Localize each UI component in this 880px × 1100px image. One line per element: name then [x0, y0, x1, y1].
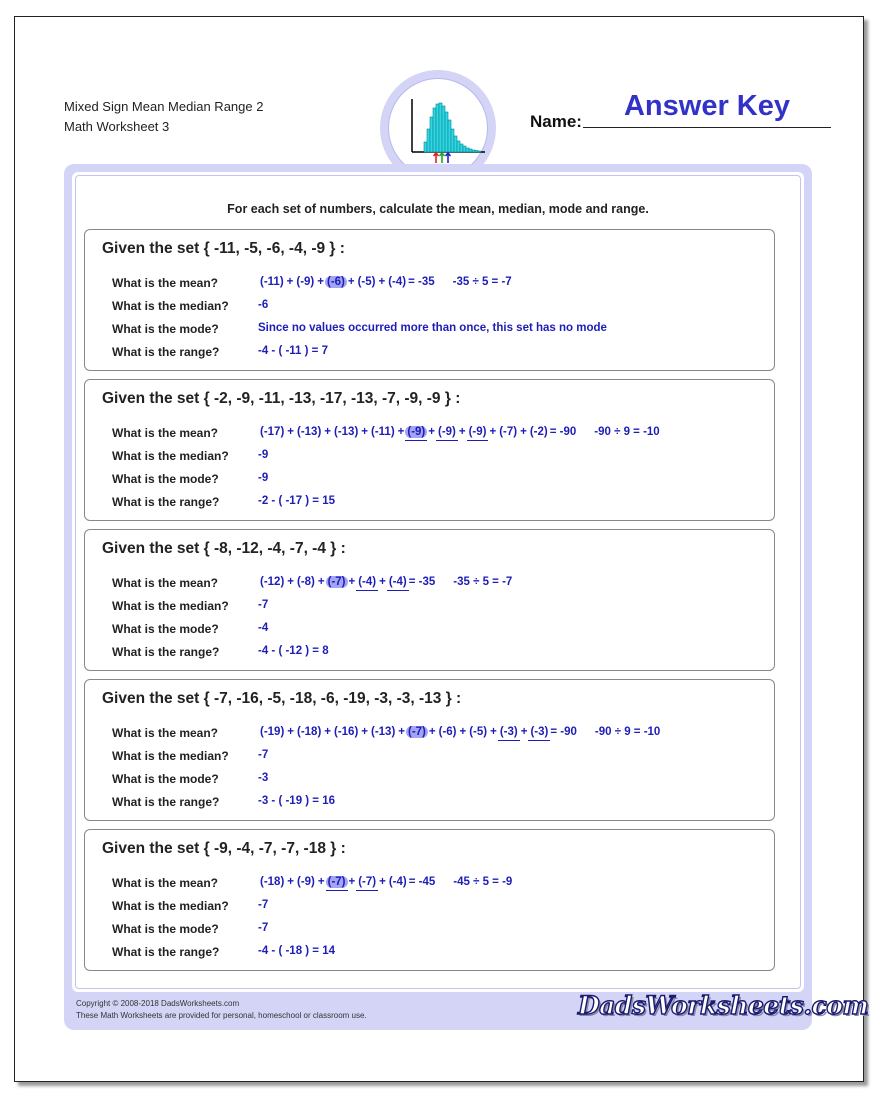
plus-sign: + — [287, 726, 294, 738]
plus-sign: + — [379, 576, 386, 588]
sum-term: (-16) — [334, 726, 359, 738]
problem-2 — [84, 379, 775, 521]
range-answer: -3 - ( -19 ) = 16 — [258, 795, 336, 807]
sum-term: (-4) — [388, 876, 407, 888]
sum-result: = -90 — [549, 426, 577, 438]
mean-question: What is the mean? — [112, 276, 219, 290]
worksheet-frame — [64, 164, 869, 1030]
median-answer: -7 — [258, 599, 269, 611]
plus-sign: + — [398, 726, 405, 738]
mode-answer: -9 — [258, 472, 269, 484]
mean-answer — [258, 876, 512, 888]
range-question: What is the range? — [112, 795, 220, 809]
sum-term: (-17) — [260, 426, 285, 438]
mean-answer — [258, 276, 512, 288]
copyright: Copyright © 2008-2018 DadsWorksheets.com — [76, 999, 240, 1008]
plus-sign: + — [428, 726, 436, 738]
sum-term: (-4) — [388, 276, 407, 288]
division-result: -35 ÷ 5 = -7 — [453, 576, 513, 588]
sum-term: (-13) — [371, 726, 396, 738]
sum-term: (-9) — [407, 426, 426, 438]
sum-term: (-19) — [260, 726, 285, 738]
sum-term: (-9) — [297, 876, 315, 888]
sum-result: = -90 — [550, 726, 577, 738]
mean-answer — [258, 726, 660, 738]
range-question: What is the range? — [112, 645, 220, 659]
sum-term: (-6) — [438, 726, 457, 738]
median-question: What is the median? — [112, 899, 229, 913]
range-question: What is the range? — [112, 345, 220, 359]
sum-term: (-4) — [358, 576, 377, 588]
problem-5 — [84, 829, 775, 971]
mean-answer — [258, 576, 512, 588]
mode-answer: Since no values occurred more than once, this set has no mode — [258, 322, 607, 334]
mode-answer: -4 — [258, 622, 269, 634]
division-result: -90 ÷ 9 = -10 — [594, 726, 661, 738]
given-set: Given the set { -9, -4, -7, -7, -18 } : — [102, 840, 346, 857]
name-line — [583, 127, 831, 128]
plus-sign: + — [287, 876, 294, 888]
problem-1 — [84, 229, 775, 371]
sum-term: (-18) — [297, 726, 322, 738]
sum-term: (-5) — [469, 726, 488, 738]
worksheet-title — [64, 97, 263, 137]
mode-question: What is the mode? — [112, 772, 219, 786]
range-answer: -2 - ( -17 ) = 15 — [258, 495, 336, 507]
plus-sign: + — [489, 426, 497, 438]
sum-result: = -45 — [408, 876, 436, 888]
sum-term: (-3) — [499, 726, 518, 738]
sum-term: (-7) — [408, 726, 426, 738]
plus-sign: + — [287, 426, 294, 438]
median-answer: -7 — [258, 899, 269, 911]
plus-sign: + — [287, 576, 294, 588]
mean-question: What is the mean? — [112, 876, 219, 890]
sum-term: (-11) — [260, 276, 284, 288]
median-question: What is the median? — [112, 449, 229, 463]
median-answer: -9 — [258, 449, 269, 461]
given-set: Given the set { -8, -12, -4, -7, -4 } : — [102, 540, 346, 557]
plus-sign: + — [348, 876, 356, 888]
footer — [76, 998, 367, 1022]
sum-term: (-7) — [327, 876, 346, 888]
title-line-1: Mixed Sign Mean Median Range 2 — [64, 99, 264, 114]
sum-term: (-3) — [530, 726, 549, 738]
sum-result: = -35 — [408, 576, 436, 588]
plus-sign: + — [459, 726, 467, 738]
mode-question: What is the mode? — [112, 322, 219, 336]
median-answer: -7 — [258, 749, 269, 761]
sum-term: (-6) — [326, 276, 345, 288]
sum-term: (-9) — [437, 426, 456, 438]
mode-question: What is the mode? — [112, 622, 219, 636]
problem-3 — [84, 529, 775, 671]
sum-term: (-13) — [334, 426, 359, 438]
range-answer: -4 - ( -11 ) = 7 — [258, 345, 328, 357]
plus-sign: + — [348, 576, 356, 588]
sum-term: (-2) — [529, 426, 548, 438]
title-line-2: Math Worksheet 3 — [64, 119, 170, 134]
sum-term: (-13) — [297, 426, 322, 438]
plus-sign: + — [428, 426, 435, 438]
sum-term: (-8) — [297, 576, 315, 588]
sum-term: (-9) — [296, 276, 315, 288]
median-question: What is the median? — [112, 299, 229, 313]
sum-term: (-7) — [499, 426, 518, 438]
plus-sign: + — [317, 876, 325, 888]
median-answer: -6 — [258, 299, 269, 311]
given-set: Given the set { -11, -5, -6, -4, -9 } : — [102, 240, 345, 257]
sum-result: = -35 — [408, 276, 435, 288]
division-result: -90 ÷ 9 = -10 — [594, 426, 660, 438]
instructions: For each set of numbers, calculate the mean, median, mode and range. — [227, 202, 649, 216]
mean-answer — [258, 426, 660, 438]
range-question: What is the range? — [112, 495, 220, 509]
median-question: What is the median? — [112, 749, 229, 763]
given-set: Given the set { -7, -16, -5, -18, -6, -19, -3, -3, -13 } : — [102, 690, 462, 707]
range-answer: -4 - ( -12 ) = 8 — [258, 645, 329, 657]
plus-sign: + — [379, 876, 386, 888]
sum-term: (-4) — [388, 576, 407, 588]
sum-term: (-7) — [358, 876, 377, 888]
given-set: Given the set { -2, -9, -11, -13, -17, -13, -7, -9, -9 } : — [102, 390, 461, 407]
median-question: What is the median? — [112, 599, 229, 613]
range-answer: -4 - ( -18 ) = 14 — [258, 945, 336, 957]
sum-term: (-9) — [468, 426, 487, 438]
plus-sign: + — [324, 726, 331, 738]
division-result: -45 ÷ 5 = -9 — [453, 876, 513, 888]
mean-question: What is the mean? — [112, 426, 219, 440]
mode-question: What is the mode? — [112, 922, 219, 936]
mode-answer: -3 — [258, 772, 269, 784]
sum-term: (-7) — [327, 576, 346, 588]
plus-sign: + — [317, 276, 324, 288]
mean-question: What is the mean? — [112, 576, 219, 590]
plus-sign: + — [378, 276, 386, 288]
range-question: What is the range? — [112, 945, 220, 959]
mean-question: What is the mean? — [112, 726, 219, 740]
sum-term: (-18) — [260, 876, 285, 888]
name-label: Name: — [530, 112, 582, 131]
mode-answer: -7 — [258, 922, 269, 934]
sum-term: (-5) — [357, 276, 376, 288]
plus-sign: + — [520, 426, 527, 438]
plus-sign: + — [520, 726, 528, 738]
answer-key-heading: Answer Key — [623, 90, 790, 122]
plus-sign: + — [347, 276, 355, 288]
mode-question: What is the mode? — [112, 472, 219, 486]
problem-4 — [84, 679, 775, 821]
plus-sign: + — [490, 726, 497, 738]
plus-sign: + — [397, 426, 405, 438]
division-result: -35 ÷ 5 = -7 — [452, 276, 512, 288]
usage-notice: These Math Worksheets are provided for personal, homeschool or classroom use. — [76, 1011, 367, 1020]
sum-term: (-11) — [371, 426, 395, 438]
plus-sign: + — [317, 576, 325, 588]
brand-logo: DadsWorksheets.com — [578, 991, 869, 1020]
plus-sign: + — [361, 426, 368, 438]
plus-sign: + — [361, 726, 368, 738]
plus-sign: + — [286, 276, 294, 288]
plus-sign: + — [458, 426, 466, 438]
sum-term: (-12) — [260, 576, 285, 588]
plus-sign: + — [324, 426, 331, 438]
